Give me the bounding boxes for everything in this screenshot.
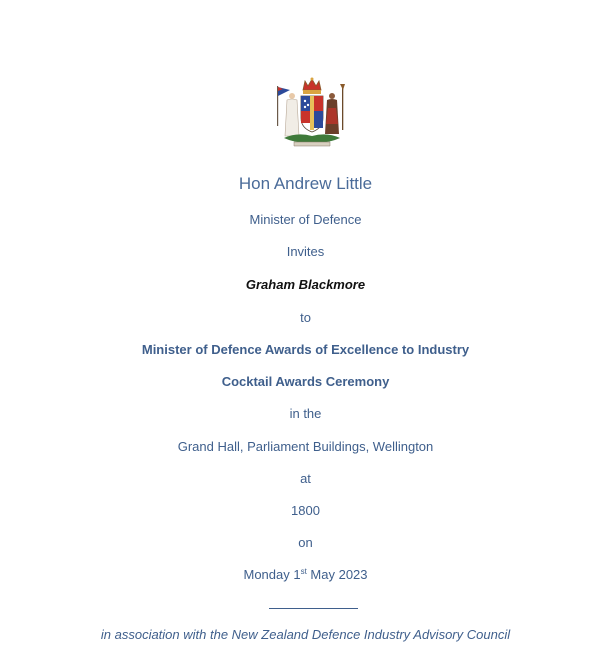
association-text: in association with the New Zealand Defence Industry Advisory Council <box>100 627 511 642</box>
guest-name: Graham Blackmore <box>245 277 366 292</box>
on-text: on <box>298 535 313 550</box>
date-rest: May 2023 <box>306 567 368 582</box>
nz-coat-of-arms-icon <box>272 76 352 150</box>
host-title: Minister of Defence <box>249 212 362 227</box>
venue: Grand Hall, Parliament Buildings, Wellington <box>177 439 434 454</box>
invites-text: Invites <box>286 244 325 259</box>
event-time: 1800 <box>291 503 320 518</box>
host-name: Hon Andrew Little <box>238 174 373 193</box>
event-subtitle: Cocktail Awards Ceremony <box>221 374 390 389</box>
to-text: to <box>300 310 311 325</box>
date-ordinal: st <box>300 567 307 576</box>
date-prefix: Monday 1 <box>243 567 301 582</box>
divider <box>269 608 358 609</box>
in-the-text: in the <box>289 406 322 421</box>
event-date <box>0 568 611 581</box>
event-name: Minister of Defence Awards of Excellence to Industry <box>141 342 470 357</box>
at-text: at <box>300 471 311 486</box>
